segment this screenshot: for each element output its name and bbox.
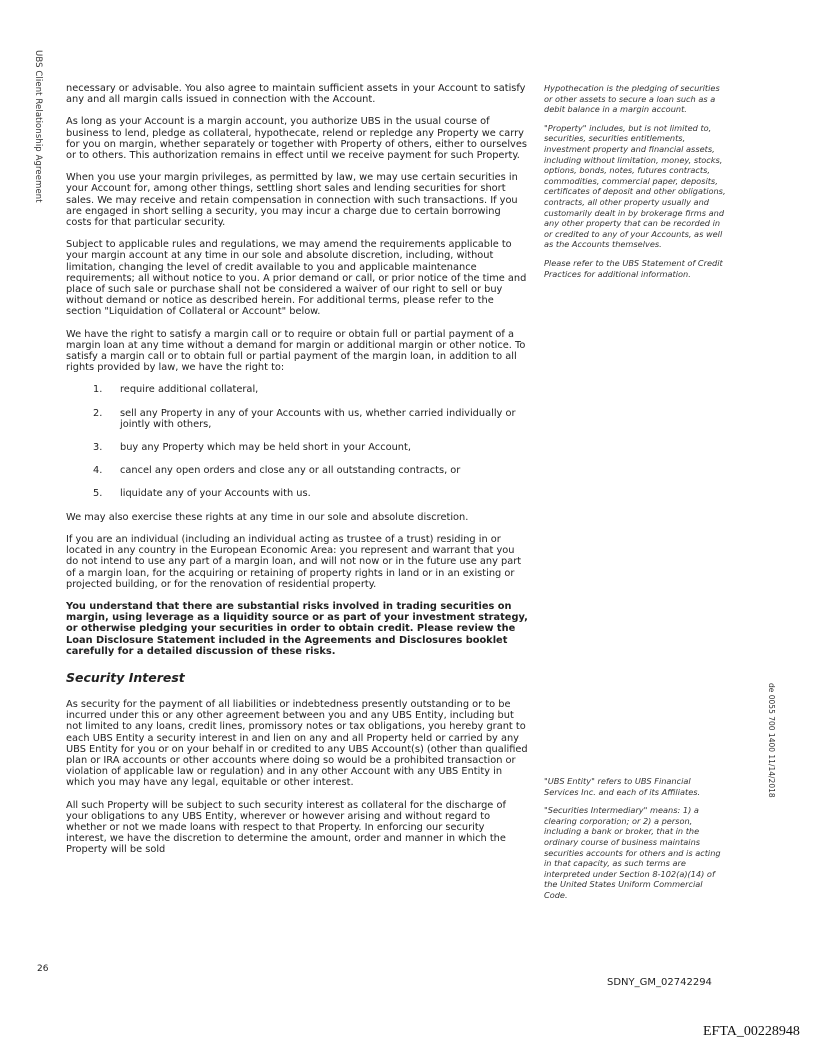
sidebar-note: "Securities Intermediary" means: 1) a clearing corporation; or 2) a person, including a bank or broker, that in the ordinary course of business maintains securities accounts for others and is acting in that capacity, as such terms are interpreted under Section 8-102(a)(14) of the United States Uniform Commercial Code. — [544, 805, 721, 900]
paragraph: We have the right to satisfy a margin call or to require or obtain full or partial payment of a margin loan at any time without a demand for margin or additional margin or other notice. To satisfy a margin call or to obtain full or partial payment of the margin loan, in addition to all rights provided by law, we have the right to: — [66, 328, 526, 374]
list-text: require additional collateral, — [120, 384, 259, 396]
document-code: de 0055 700 1400 11/14/2018 — [767, 683, 776, 798]
bates-number: SDNY_GM_02742294 — [607, 977, 712, 988]
efta-number: EFTA_00228948 — [703, 1024, 800, 1039]
paragraph: We may also exercise these rights at any time in our sole and absolute discretion. — [66, 511, 469, 523]
paragraph: When you use your margin privileges, as permitted by law, we may use certain securities in your Account for, among other things, settling short sales and lending securities for short sales. We may receive and retain compensation in connection with such transactions. If you are engaged in short selling a security, you may incur a charge due to certain borrowing costs for that particular security. — [66, 172, 518, 229]
paragraph: As long as your Account is a margin account, you authorize UBS in the usual course of business to lend, pledge as collateral, hypothecate, relend or repledge any Property we carry for you on margin, whether separately or together with Property of others, either to ourselves or to others. This authorization remains in effect until we receive payment for such Property. — [66, 116, 527, 162]
paragraph: If you are an individual (including an individual acting as trustee of a trust) residing in or located in any country in the European Economic Area: you represent and warrant that you do not intend to use any part of a margin loan, and will not now or in the future use any part of a margin loan, for the acquiring or retaining of property rights in land or in an existing or projected building, or for the renovation of residential property. — [66, 533, 522, 590]
list-text: sell any Property in any of your Accounts with us, whether carried individually or jointly with others, — [120, 407, 516, 430]
list-item — [66, 442, 528, 453]
sidebar-note: Hypothecation is the pledging of securities or other assets to secure a loan such as a debit balance in a margin account. — [544, 83, 720, 115]
rights-list — [66, 384, 528, 499]
sidebar-note: "UBS Entity" refers to UBS Financial Services Inc. and each of its Affiliates. — [544, 776, 701, 797]
list-item — [66, 384, 528, 395]
sidebar-note: "Property" includes, but is not limited to, securities, securities entitlements, investment property and financial assets, including without limitation, money, stocks, options, bonds, notes, futures contracts, commodities, commercial paper, deposits, certificates of deposit and other obligations, contracts, all other property usually and customarily dealt in by brokerage firms and any other property that can be recorded in or credited to any of your Accounts, as well as the Accounts themselves. — [544, 122, 726, 250]
sidebar-note: Please refer to the UBS Statement of Credit Practices for additional information. — [544, 257, 723, 279]
sidebar-notes-bottom — [544, 776, 726, 909]
main-column — [66, 83, 528, 867]
list-item — [66, 465, 528, 476]
paragraph: necessary or advisable. You also agree to maintain sufficient assets in your Account to satisfy any and all margin calls issued in connection with the Account. — [66, 83, 526, 106]
paragraph: Subject to applicable rules and regulations, we may amend the requirements applicable to your margin account at any time in our sole and absolute discretion, including, without limitation, changing the level of credit available to you and applicable maintenance requirements; all without notice to you. A prior demand or call, or prior notice of the time and place of such sale or purchase shall not be considered a waiver of our right to sell or buy without demand or notice as described herein. For additional terms, please refer to the section "Liquidation of Collateral or Account" below. — [66, 239, 527, 318]
list-number: 5. — [93, 488, 103, 500]
page-number: 26 — [37, 964, 49, 974]
list-number: 2. — [93, 407, 103, 419]
list-text: cancel any open orders and close any or all outstanding contracts, or — [120, 465, 461, 477]
list-item — [66, 408, 528, 430]
list-text: liquidate any of your Accounts with us. — [120, 488, 311, 500]
paragraph: All such Property will be subject to such security interest as collateral for the discharge of your obligations to any UBS Entity, wherever or however arising and without regard to whether or not we made loans with respect to that Property. In enforcing our security interest, we have the discretion to determine the amount, order and manner in which the Property will be sold — [66, 799, 506, 856]
list-number: 4. — [93, 465, 103, 477]
section-heading: Security Interest — [66, 669, 185, 685]
list-number: 1. — [93, 384, 103, 396]
paragraph: As security for the payment of all liabilities or indebtedness presently outstanding or to be incurred under this or any other agreement between you and any UBS Entity, including but not limited to any loans, credit lines, promissory notes or tax obligations, you hereby grant to each UBS Entity a security interest in and lien on any and all Property held or carried by any UBS Entity for you or on your behalf in or credited to any UBS Account(s) (other than qualified plan or IRA accounts or other accounts where doing so would be a prohibited transaction or violation of applicable law or regulation) and in any other Account with any UBS Entity in which you may have any legal, equitable or other interest. — [66, 698, 528, 789]
list-item — [66, 488, 528, 499]
sidebar-notes-top — [544, 83, 726, 287]
risk-warning: You understand that there are substantial risks involved in trading securities on margin, using leverage as a liquidity source or as part of your investment strategy, or otherwise pledging your securities in order to obtain credit. Please review the Loan Disclosure Statement included in the Agreements and Disclosures booklet carefully for a detailed discussion of these risks. — [66, 600, 528, 657]
list-number: 3. — [93, 442, 103, 454]
running-header-title: UBS Client Relationship Agreement — [33, 50, 43, 203]
list-text: buy any Property which may be held short in your Account, — [120, 442, 411, 454]
